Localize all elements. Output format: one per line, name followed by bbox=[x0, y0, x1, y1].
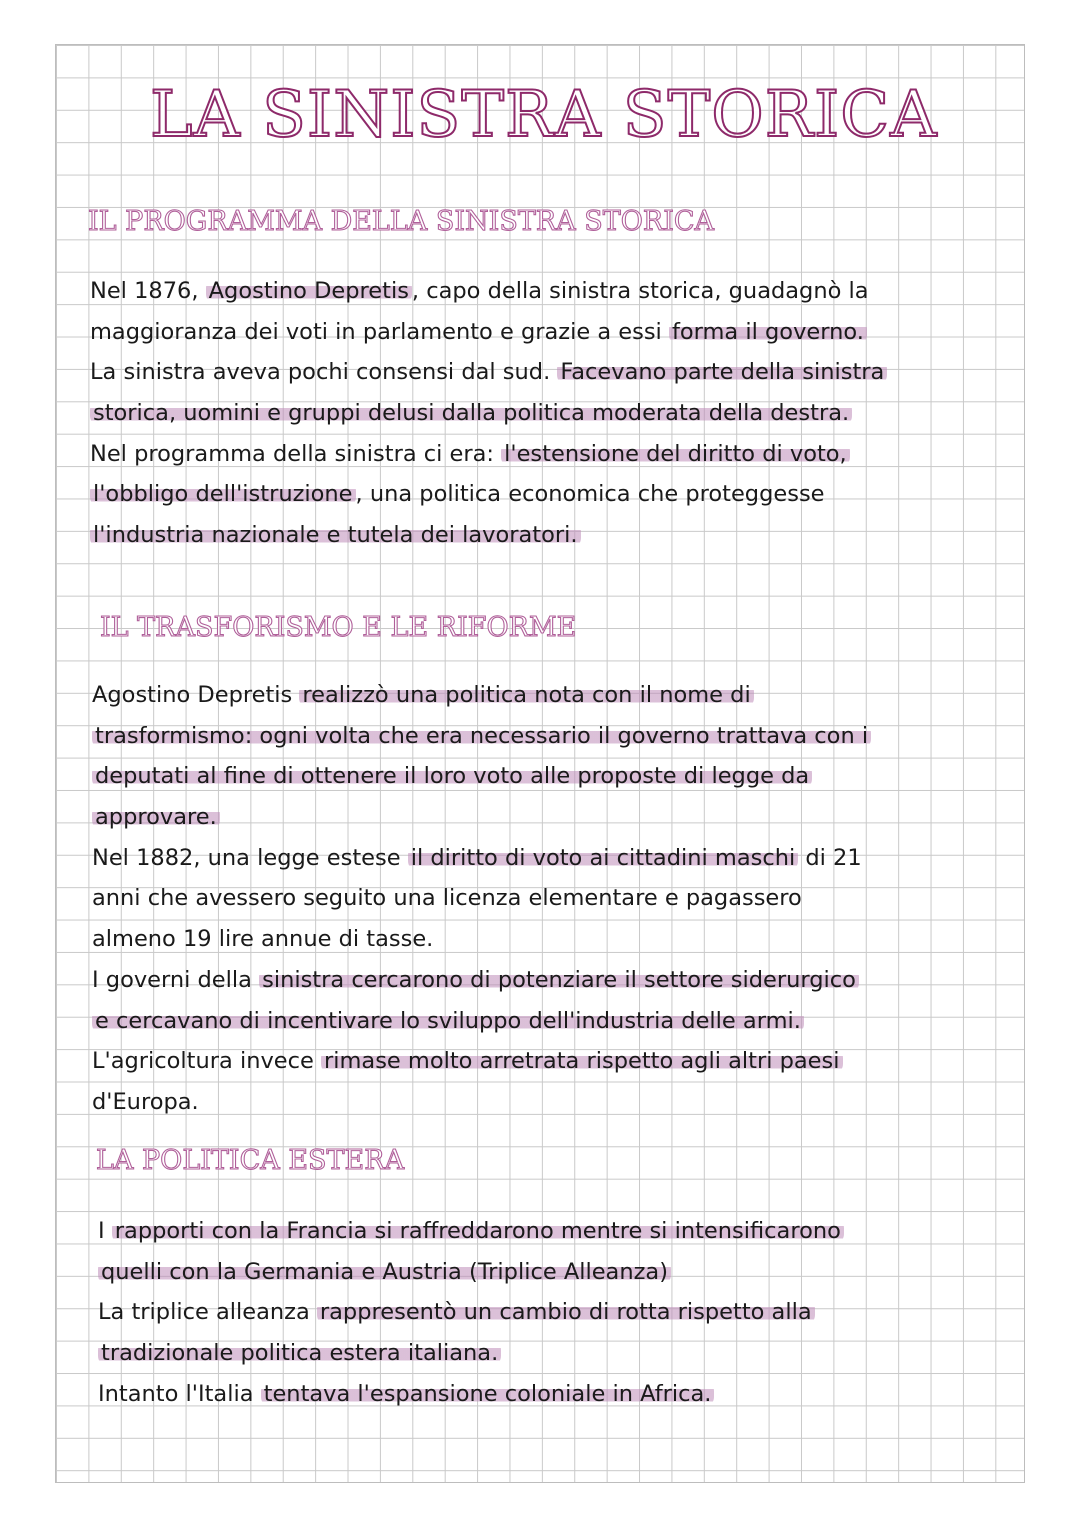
page-title: LA SINISTRA STORICA bbox=[150, 78, 938, 152]
highlight: l'industria nazionale e tutela dei lavoratori. bbox=[90, 522, 581, 548]
text-line bbox=[92, 716, 871, 757]
highlight: Agostino Depretis bbox=[206, 278, 412, 304]
highlight: Facevano parte della sinistra bbox=[557, 359, 887, 385]
text-line: Nel 1882, una legge estese il diritto di voto ai cittadini maschi di 21 bbox=[92, 844, 862, 871]
highlight: rappresentò un cambio di rotta rispetto alla bbox=[317, 1299, 815, 1325]
section-heading-trasformismo: IL TRASFORISMO E LE RIFORME bbox=[100, 612, 577, 643]
paragraph-trasformismo bbox=[92, 675, 871, 1123]
text-line bbox=[92, 797, 871, 838]
text-line: I governi della sinistra cercarono di potenziare il settore siderurgico bbox=[92, 960, 871, 1001]
text-line: Nel programma della sinistra ci era: l'estensione del diritto di voto, bbox=[90, 434, 887, 475]
text-line: La triplice alleanza rappresentò un cambio di rotta rispetto alla bbox=[98, 1292, 844, 1333]
text-line bbox=[98, 1252, 844, 1293]
text-line: Intanto l'Italia tentava l'espansione coloniale in Africa. bbox=[98, 1374, 844, 1415]
text-line bbox=[90, 515, 887, 556]
text-line: Agostino Depretis realizzò una politica nota con il nome di bbox=[92, 675, 871, 716]
text-line: almeno 19 lire annue di tasse. bbox=[92, 926, 434, 953]
text-line: Nel 1876, Agostino Depretis , capo della sinistra storica, guadagnò la bbox=[90, 278, 869, 304]
text-line: L'agricoltura invece rimase molto arretrata rispetto agli altri paesi bbox=[92, 1041, 871, 1082]
highlight: trasformismo: ogni volta che era necessario il governo trattava con i bbox=[92, 723, 871, 749]
highlight: tradizionale politica estera italiana. bbox=[98, 1340, 501, 1366]
text-line bbox=[92, 1001, 871, 1042]
text-line: La sinistra aveva pochi consensi dal sud. Facevano parte della sinistra bbox=[90, 352, 887, 393]
highlight: l'obbligo dell'istruzione bbox=[90, 481, 356, 507]
highlight: il diritto di voto ai cittadini maschi bbox=[408, 845, 799, 871]
paragraph-politica-estera bbox=[98, 1211, 844, 1414]
highlight: e cercavano di incentivare lo sviluppo dell'industria delle armi. bbox=[92, 1008, 804, 1034]
text-line bbox=[90, 393, 887, 434]
highlight: quelli con la Germania e Austria (Triplice Alleanza) bbox=[98, 1259, 671, 1285]
text-line: anni che avessero seguito una licenza elementare e pagassero bbox=[92, 885, 802, 912]
section-heading-politica-estera: LA POLITICA ESTERA bbox=[96, 1145, 405, 1176]
text-line bbox=[98, 1333, 844, 1374]
text-line: d'Europa. bbox=[92, 1088, 199, 1115]
highlight: l'estensione del diritto di voto, bbox=[501, 441, 850, 467]
highlight: forma il governo. bbox=[669, 319, 867, 345]
highlight: deputati al fine di ottenere il loro voto alle proposte di legge da bbox=[92, 763, 812, 789]
text-line: l'obbligo dell'istruzione , una politica economica che proteggesse bbox=[90, 474, 887, 515]
highlight: tentava l'espansione coloniale in Africa. bbox=[261, 1381, 715, 1407]
text-line: maggioranza dei voti in parlamento e grazie a essi forma il governo. bbox=[90, 312, 887, 353]
text-line: I rapporti con la Francia si raffreddarono mentre si intensificarono bbox=[98, 1211, 844, 1252]
highlight: storica, uomini e gruppi delusi dalla politica moderata della destra. bbox=[90, 400, 852, 426]
section-heading-programma: IL PROGRAMMA DELLA SINISTRA STORICA bbox=[88, 206, 715, 237]
highlight: realizzò una politica nota con il nome di bbox=[299, 682, 753, 708]
highlight: rimase molto arretrata rispetto agli altri paesi bbox=[321, 1048, 843, 1074]
paragraph-programma bbox=[90, 271, 887, 556]
text-line bbox=[92, 756, 871, 797]
highlight: sinistra cercarono di potenziare il settore siderurgico bbox=[259, 967, 859, 993]
highlight: approvare. bbox=[92, 804, 220, 830]
highlight: rapporti con la Francia si raffreddarono mentre si intensificarono bbox=[112, 1218, 844, 1244]
